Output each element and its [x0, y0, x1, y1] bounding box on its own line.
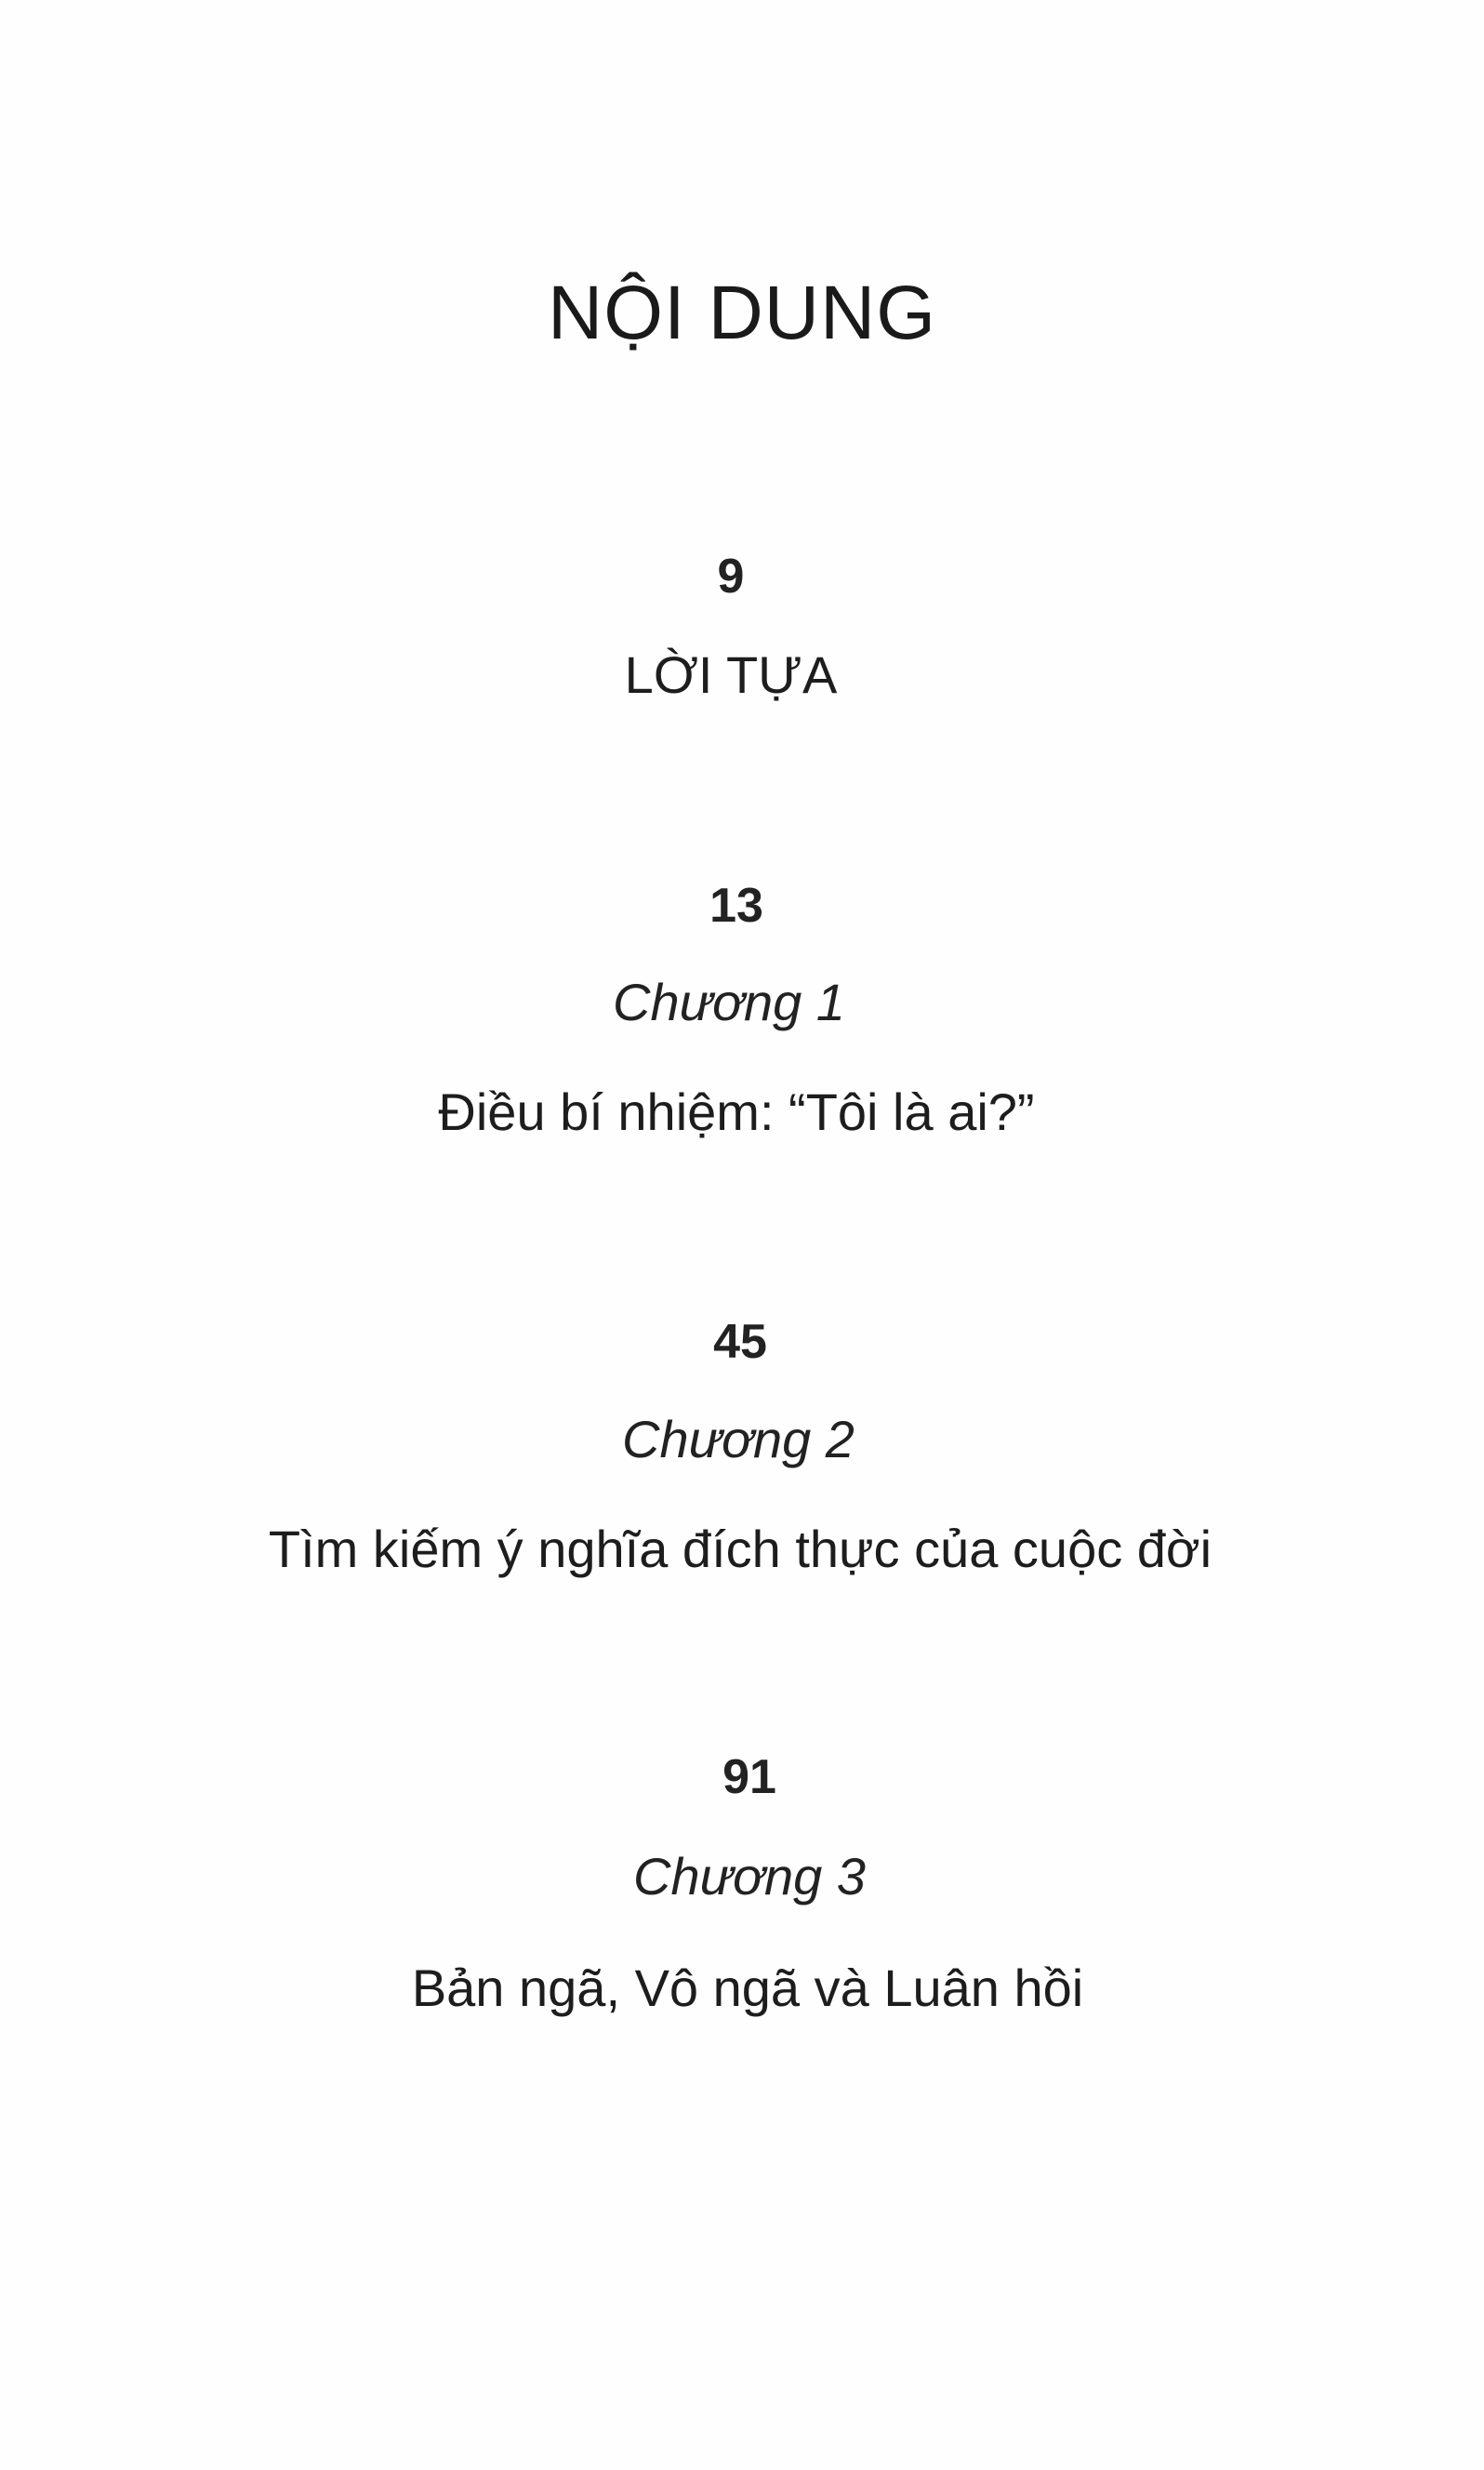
- toc-entry-page-number: 45: [713, 1315, 767, 1369]
- toc-entry-heading: Tìm kiếm ý nghĩa đích thực của cuộc đời: [268, 1520, 1212, 1578]
- toc-entry-heading: Điều bí nhiệm: “Tôi là ai?”: [438, 1082, 1035, 1141]
- toc-entry-chapter-label: Chương 1: [613, 973, 845, 1031]
- toc-entry-chapter-label: Chương 3: [633, 1847, 866, 1906]
- toc-entry-page-number: 13: [709, 879, 763, 933]
- page-title: NỘI DUNG: [548, 271, 936, 355]
- toc-entry-page-number: 91: [722, 1750, 776, 1804]
- toc-entry-page-number: 9: [717, 550, 745, 604]
- toc-entry-chapter-label: Chương 2: [622, 1410, 855, 1468]
- toc-entry-heading: Bản ngã, Vô ngã và Luân hồi: [411, 1959, 1084, 2017]
- toc-entry-heading: LỜI TỰA: [624, 645, 838, 704]
